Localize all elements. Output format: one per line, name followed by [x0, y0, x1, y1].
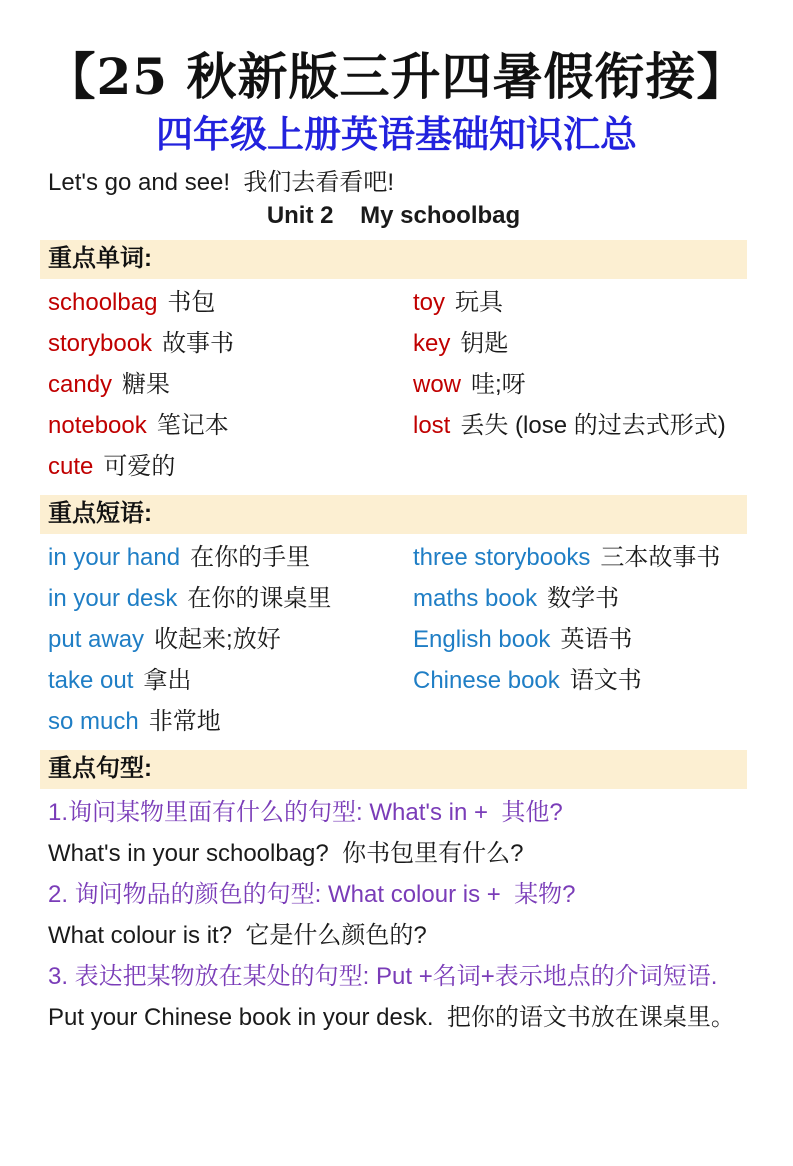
word-chinese: 糖果 — [122, 371, 171, 399]
word-item — [413, 282, 747, 323]
word-item — [413, 364, 747, 405]
word-chinese: 故事书 — [162, 330, 235, 358]
phrase-item — [48, 701, 413, 742]
key-sentences-header: 重点句型: — [40, 750, 747, 789]
key-sentences-list — [40, 792, 747, 1038]
word-chinese: 笔记本 — [156, 412, 229, 440]
unit-title: Unit 2 My schoolbag — [266, 202, 521, 230]
phrase-english: three storybooks — [413, 544, 591, 572]
word-item — [48, 323, 413, 364]
phrase-item — [48, 619, 413, 660]
sentence-pattern-2: 2. 询问物品的颜色的句型: What colour is + 某物? — [48, 881, 576, 909]
phrase-chinese: 拿出 — [143, 667, 192, 695]
word-item — [413, 405, 747, 446]
word-item — [48, 282, 413, 323]
intro-line: Let's go and see! 我们去看看吧! — [48, 169, 395, 197]
word-english: toy — [413, 289, 446, 317]
phrase-english: in your hand — [48, 544, 181, 572]
word-english: lost — [413, 412, 451, 440]
phrase-chinese: 三本故事书 — [600, 544, 721, 572]
phrase-item — [48, 578, 413, 619]
phrase-english: so much — [48, 708, 139, 736]
key-words-header: 重点单词: — [40, 240, 747, 279]
phrase-english: Chinese book — [413, 667, 560, 695]
sentence-example-2: What colour is it? 它是什么颜色的? — [48, 922, 427, 950]
key-phrases-header: 重点短语: — [40, 495, 747, 534]
word-chinese: 玩具 — [455, 289, 504, 317]
phrase-item — [413, 701, 747, 742]
phrase-chinese: 在你的课桌里 — [187, 585, 332, 613]
word-english: cute — [48, 453, 94, 481]
sentence-pattern-3: 3. 表达把某物放在某处的句型: Put +名词+表示地点的介词短语. — [48, 963, 718, 991]
word-english: notebook — [48, 412, 147, 440]
phrase-english: maths book — [413, 585, 538, 613]
phrase-english: take out — [48, 667, 134, 695]
phrase-english: English book — [413, 626, 551, 654]
word-item — [413, 323, 747, 364]
word-chinese: 可爱的 — [103, 453, 176, 481]
phrase-item — [413, 537, 747, 578]
word-english: schoolbag — [48, 289, 158, 317]
word-chinese: 丢失 (lose 的过去式形式) — [460, 412, 726, 440]
word-item — [48, 405, 413, 446]
sentence-example-3: Put your Chinese book in your desk. 把你的语文书放在课桌里。 — [48, 1004, 735, 1032]
word-chinese: 书包 — [167, 289, 216, 317]
phrase-item — [413, 619, 747, 660]
key-words-list — [40, 282, 747, 487]
page-subtitle: 四年级上册英语基础知识汇总 — [156, 112, 637, 156]
word-item — [413, 446, 747, 487]
page-content — [40, 166, 747, 1038]
word-chinese: 哇;呀 — [471, 371, 526, 399]
worksheet-page — [0, 44, 793, 1166]
phrase-english: put away — [48, 626, 145, 654]
phrase-chinese: 非常地 — [148, 708, 221, 736]
phrase-item — [48, 660, 413, 701]
key-phrases-list — [40, 537, 747, 742]
phrase-chinese: 收起来;放好 — [154, 626, 281, 654]
word-item — [48, 364, 413, 405]
page-title: 【25 秋新版三升四暑假衔接】 — [45, 47, 748, 106]
sentence-pattern-1: 1.询问某物里面有什么的句型: What's in + 其他? — [48, 799, 563, 827]
phrase-chinese: 数学书 — [547, 585, 620, 613]
phrase-item — [48, 537, 413, 578]
phrase-chinese: 在你的手里 — [190, 544, 311, 572]
word-item — [48, 446, 413, 487]
word-chinese: 钥匙 — [460, 330, 509, 358]
phrase-english: in your desk — [48, 585, 178, 613]
word-english: candy — [48, 371, 113, 399]
word-english: storybook — [48, 330, 153, 358]
phrase-chinese: 英语书 — [560, 626, 633, 654]
phrase-chinese: 语文书 — [569, 667, 642, 695]
phrase-item — [413, 660, 747, 701]
sentence-example-1: What's in your schoolbag? 你书包里有什么? — [48, 840, 524, 868]
phrase-item — [413, 578, 747, 619]
word-english: wow — [413, 371, 462, 399]
word-english: key — [413, 330, 451, 358]
